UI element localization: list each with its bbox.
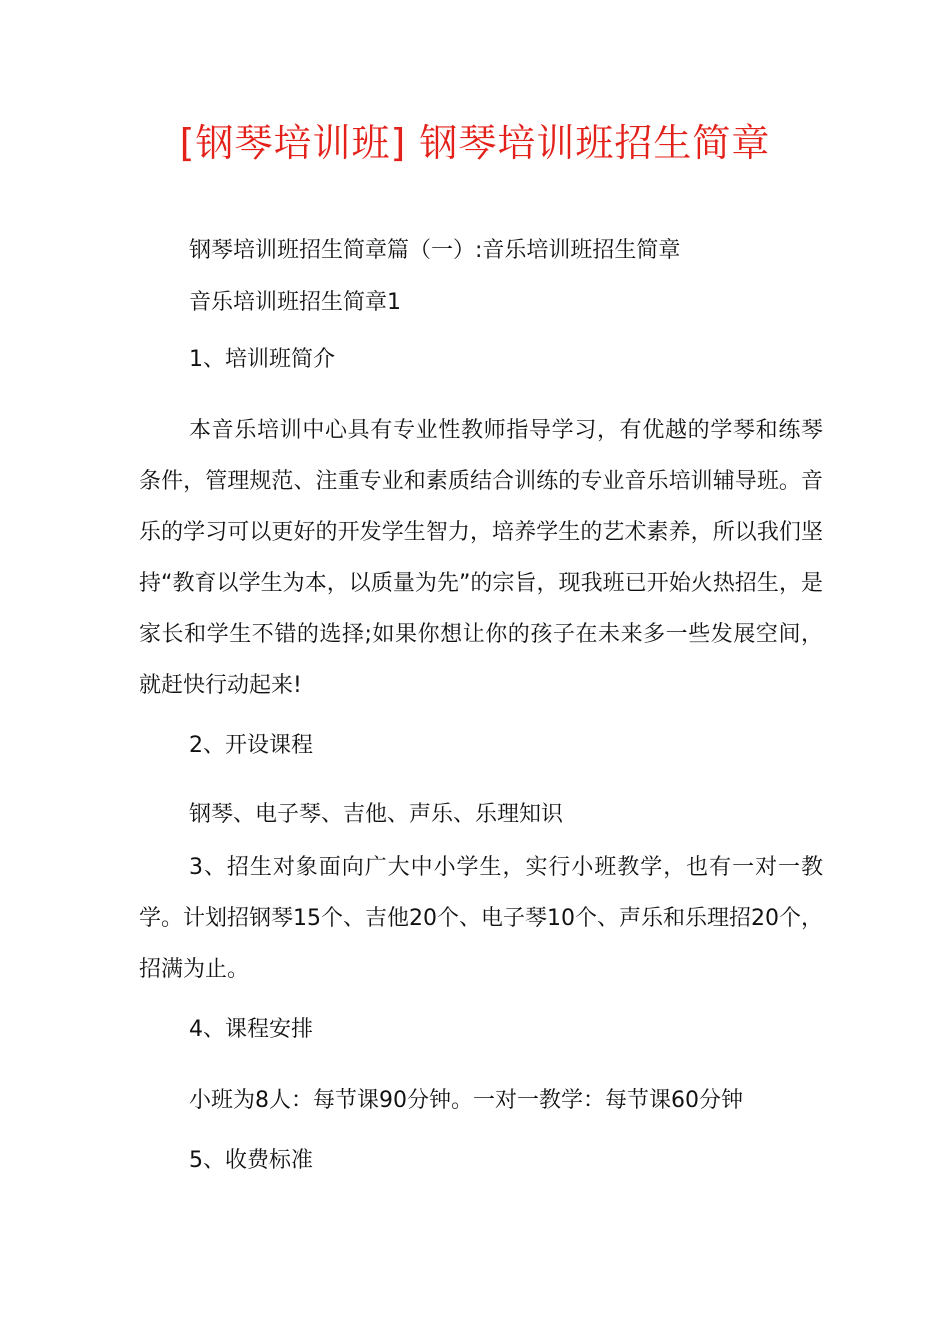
heading-courses: 2、开设课程 <box>189 733 313 758</box>
paragraph-enrollment: 3、招生对象面向广大中小学生，实行小班教学，也有一对一教学。计划招钢琴15个、吉他20个、电子琴10个、声乐和乐理招20个，招满为止。 <box>139 855 823 982</box>
heading-fees: 5、收费标准 <box>189 1148 313 1173</box>
heading-schedule: 4、课程安排 <box>189 1017 313 1042</box>
section-title: 音乐培训班招生简章1 <box>189 290 401 315</box>
document-subtitle: 钢琴培训班招生简章篇（一）:音乐培训班招生简章 <box>189 238 681 263</box>
heading-training-intro: 1、培训班简介 <box>189 347 335 372</box>
document-title: [钢琴培训班] 钢琴培训班招生简章 <box>179 121 771 165</box>
courses-list: 钢琴、电子琴、吉他、声乐、乐理知识 <box>189 802 564 827</box>
schedule-text: 小班为8人：每节课90分钟。一对一教学：每节课60分钟 <box>189 1088 743 1113</box>
paragraph-intro: 本音乐培训中心具有专业性教师指导学习，有优越的学琴和练琴条件，管理规范、注重专业和素质结合训练的专业音乐培训辅导班。音乐的学习可以更好的开发学生智力，培养学生的艺术素养，所以我们坚持“教育以学生为本，以质量为先”的宗旨，现我班已开始火热招生，是家长和学生不错的选择;如果你想让你的孩子在未来多一些发展空间，就赶快行动起来! <box>139 418 823 698</box>
